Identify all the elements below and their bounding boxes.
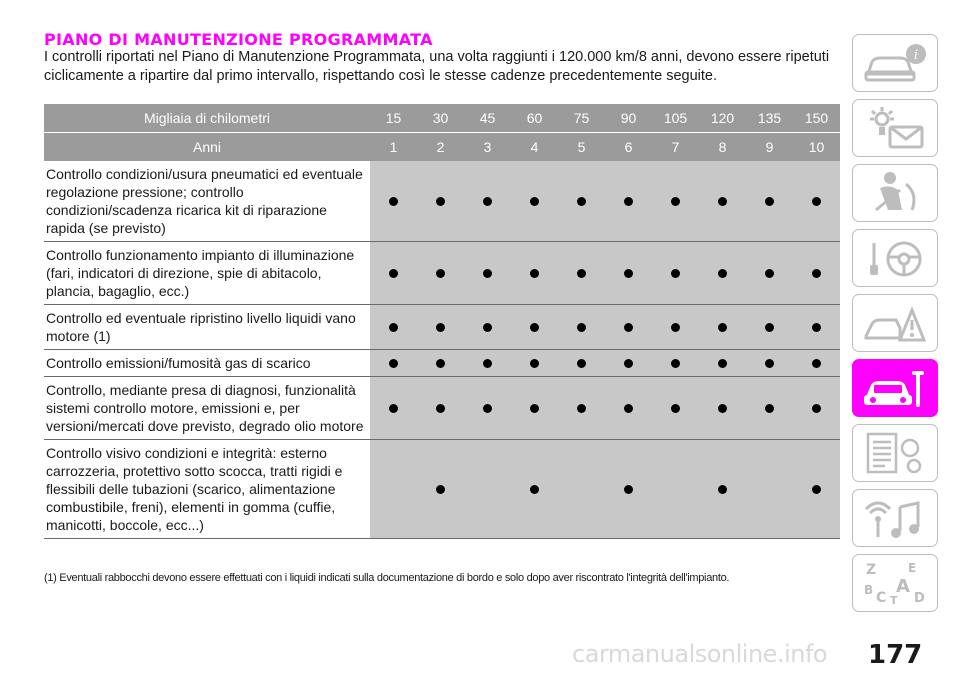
interval-cell [699,440,746,539]
maintenance-table-body [44,161,840,539]
check-mark-dot [436,485,445,494]
check-mark-dot [812,359,821,368]
check-mark-dot [718,269,727,278]
interval-cell [511,377,558,440]
years-header-cell: 9 [746,133,793,162]
check-mark-dot [624,197,633,206]
interval-cell [746,242,793,305]
years-header-label: Anni [44,133,370,162]
check-mark-dot [389,197,398,206]
interval-cell [793,161,840,242]
tab-seat-safety[interactable] [852,164,938,222]
check-mark-dot [765,323,774,332]
index-letter: C [876,590,887,606]
interval-cell [370,161,417,242]
km-header-cell: 75 [558,104,605,133]
interval-cell [605,377,652,440]
steering-wheel-icon [860,235,930,281]
car-maintenance-icon [860,365,930,411]
interval-cell [370,377,417,440]
years-header-cell: 6 [605,133,652,162]
check-mark-dot [624,323,633,332]
check-mark-dot [624,404,633,413]
index-letter: T [890,594,898,606]
technical-data-icon [860,430,930,476]
years-header-cell: 5 [558,133,605,162]
check-description: Controllo emissioni/fumosità gas di scarico [44,350,370,377]
interval-cell [699,161,746,242]
table-row [44,242,840,305]
footnote: (1) Eventuali rabbocchi devono essere effettuati con i liquidi indicati sulla documentazione di bordo e solo dopo aver riscontrato l'integrità dell'impianto. [44,572,730,584]
check-mark-dot [389,404,398,413]
interval-cell [370,305,417,350]
check-mark-dot [577,404,586,413]
km-header-cell: 135 [746,104,793,133]
km-header-label: Migliaia di chilometri [44,104,370,133]
check-mark-dot [671,269,680,278]
check-description: Controllo visivo condizioni e integrità: esterno carrozzeria, protettivo sotto scocca, tratti rigidi e flessibili delle tubazioni (scarico, alimentazione combustibile, freni), elementi in gomma (cuffie, manicotti, boccole, ecc...) [44,440,370,539]
years-header-cell: 1 [370,133,417,162]
years-header-cell: 7 [652,133,699,162]
years-header-row [44,133,840,162]
check-mark-dot [765,197,774,206]
check-mark-dot [483,359,492,368]
interval-cell [605,242,652,305]
interval-cell [605,305,652,350]
km-header-cell: 90 [605,104,652,133]
check-mark-dot [530,359,539,368]
km-header-cell: 105 [652,104,699,133]
interval-cell [511,350,558,377]
interval-cell [793,350,840,377]
interval-cell [746,161,793,242]
index-letters-icon [860,560,930,606]
interval-cell [558,440,605,539]
check-mark-dot [671,323,680,332]
car-info-icon [860,40,930,86]
index-letter: Z [866,562,877,578]
check-mark-dot [389,269,398,278]
interval-cell [652,161,699,242]
table-row [44,350,840,377]
watermark: carmanualsonline.info [572,640,828,668]
km-header-cell: 30 [417,104,464,133]
interval-cell [417,161,464,242]
interval-cell [558,161,605,242]
table-row [44,377,840,440]
check-mark-dot [530,323,539,332]
interval-cell [464,305,511,350]
years-header-cell: 10 [793,133,840,162]
interval-cell [558,242,605,305]
check-mark-dot [436,404,445,413]
chapter-tabs [852,34,952,619]
interval-cell [558,377,605,440]
interval-cell [511,161,558,242]
interval-cell [605,440,652,539]
check-mark-dot [530,404,539,413]
interval-cell [511,242,558,305]
check-mark-dot [718,404,727,413]
check-mark-dot [483,197,492,206]
interval-cell [417,377,464,440]
check-mark-dot [812,197,821,206]
index-letter: E [908,561,917,575]
check-description: Controllo, mediante presa di diagnosi, funzionalità sistemi controllo motore, emissioni e, per versioni/mercati dove previsto, degrado olio motore [44,377,370,440]
tab-index[interactable] [852,554,938,612]
tab-warning-lights[interactable] [852,99,938,157]
interval-cell [370,440,417,539]
check-mark-dot [765,404,774,413]
km-header-cell: 15 [370,104,417,133]
tab-steering[interactable] [852,229,938,287]
page-number: 177 [868,640,923,670]
check-mark-dot [389,359,398,368]
check-mark-dot [577,269,586,278]
tab-car-info[interactable] [852,34,938,92]
check-mark-dot [436,359,445,368]
seat-safety-icon [860,170,930,216]
interval-cell [793,305,840,350]
check-mark-dot [530,197,539,206]
check-mark-dot [718,485,727,494]
interval-cell [370,350,417,377]
km-header-cell: 120 [699,104,746,133]
svg-text:i: i [913,48,919,63]
check-mark-dot [765,359,774,368]
page-title: PIANO DI MANUTENZIONE PROGRAMMATA [44,30,433,49]
check-mark-dot [812,404,821,413]
check-description: Controllo ed eventuale ripristino livello liquidi vano motore (1) [44,305,370,350]
interval-cell [464,377,511,440]
check-mark-dot [436,269,445,278]
interval-cell [652,440,699,539]
check-mark-dot [671,359,680,368]
interval-cell [699,350,746,377]
interval-cell [464,242,511,305]
index-letter: D [914,591,925,606]
interval-cell [464,161,511,242]
check-mark-dot [671,197,680,206]
check-mark-dot [624,485,633,494]
interval-cell [417,440,464,539]
interval-cell [605,161,652,242]
interval-cell [793,440,840,539]
interval-cell [699,242,746,305]
check-mark-dot [812,269,821,278]
interval-cell [746,377,793,440]
index-letter: B [864,583,874,597]
interval-cell [699,305,746,350]
interval-cell [793,377,840,440]
interval-cell [417,242,464,305]
km-header-row [44,104,840,133]
check-mark-dot [577,323,586,332]
check-mark-dot [436,197,445,206]
years-header-cell: 3 [464,133,511,162]
interval-cell [652,377,699,440]
interval-cell [746,440,793,539]
tab-multimedia[interactable] [852,489,938,547]
maintenance-table [44,104,840,539]
check-mark-dot [577,197,586,206]
years-header-cell: 4 [511,133,558,162]
check-mark-dot [624,359,633,368]
multimedia-icon [860,495,930,541]
index-letter: A [896,576,910,597]
interval-cell [558,305,605,350]
check-mark-dot [671,404,680,413]
years-header-cell: 8 [699,133,746,162]
interval-cell [746,350,793,377]
interval-cell [370,242,417,305]
interval-cell [464,440,511,539]
tab-maintenance[interactable] [852,359,938,417]
check-mark-dot [765,269,774,278]
check-mark-dot [530,485,539,494]
check-mark-dot [718,197,727,206]
table-row [44,440,840,539]
check-mark-dot [483,323,492,332]
interval-cell [417,305,464,350]
intro-paragraph: I controlli riportati nel Piano di Manutenzione Programmata, una volta raggiunti i 120.000 km/8 anni, devono essere ripetuti ciclicamente a ripartire dal primo intervallo, rispettando così le stesse cadenze precedentemente seguite. [44,49,830,84]
interval-cell [699,377,746,440]
check-mark-dot [577,359,586,368]
check-mark-dot [718,323,727,332]
interval-cell [652,305,699,350]
roadside-emergency-icon [860,300,930,346]
check-mark-dot [436,323,445,332]
km-header-cell: 45 [464,104,511,133]
interval-cell [558,350,605,377]
check-mark-dot [624,269,633,278]
check-mark-dot [718,359,727,368]
interval-cell [605,350,652,377]
warning-lights-icon [860,105,930,151]
check-mark-dot [530,269,539,278]
tab-technical-data[interactable] [852,424,938,482]
check-mark-dot [812,485,821,494]
interval-cell [793,242,840,305]
check-mark-dot [483,404,492,413]
check-description: Controllo funzionamento impianto di illuminazione (fari, indicatori di direzione, spie di abitacolo, plancia, bagaglio, ecc.) [44,242,370,305]
km-header-cell: 150 [793,104,840,133]
interval-cell [746,305,793,350]
check-mark-dot [389,323,398,332]
interval-cell [464,350,511,377]
check-description: Controllo condizioni/usura pneumatici ed eventuale regolazione pressione; controllo condizioni/scadenza ricarica kit di riparazione rapida (se previsto) [44,161,370,242]
interval-cell [417,350,464,377]
years-header-cell: 2 [417,133,464,162]
interval-cell [652,350,699,377]
tab-roadside[interactable] [852,294,938,352]
interval-cell [511,305,558,350]
check-mark-dot [812,323,821,332]
interval-cell [511,440,558,539]
km-header-cell: 60 [511,104,558,133]
table-row [44,161,840,242]
check-mark-dot [483,269,492,278]
interval-cell [652,242,699,305]
table-row [44,305,840,350]
